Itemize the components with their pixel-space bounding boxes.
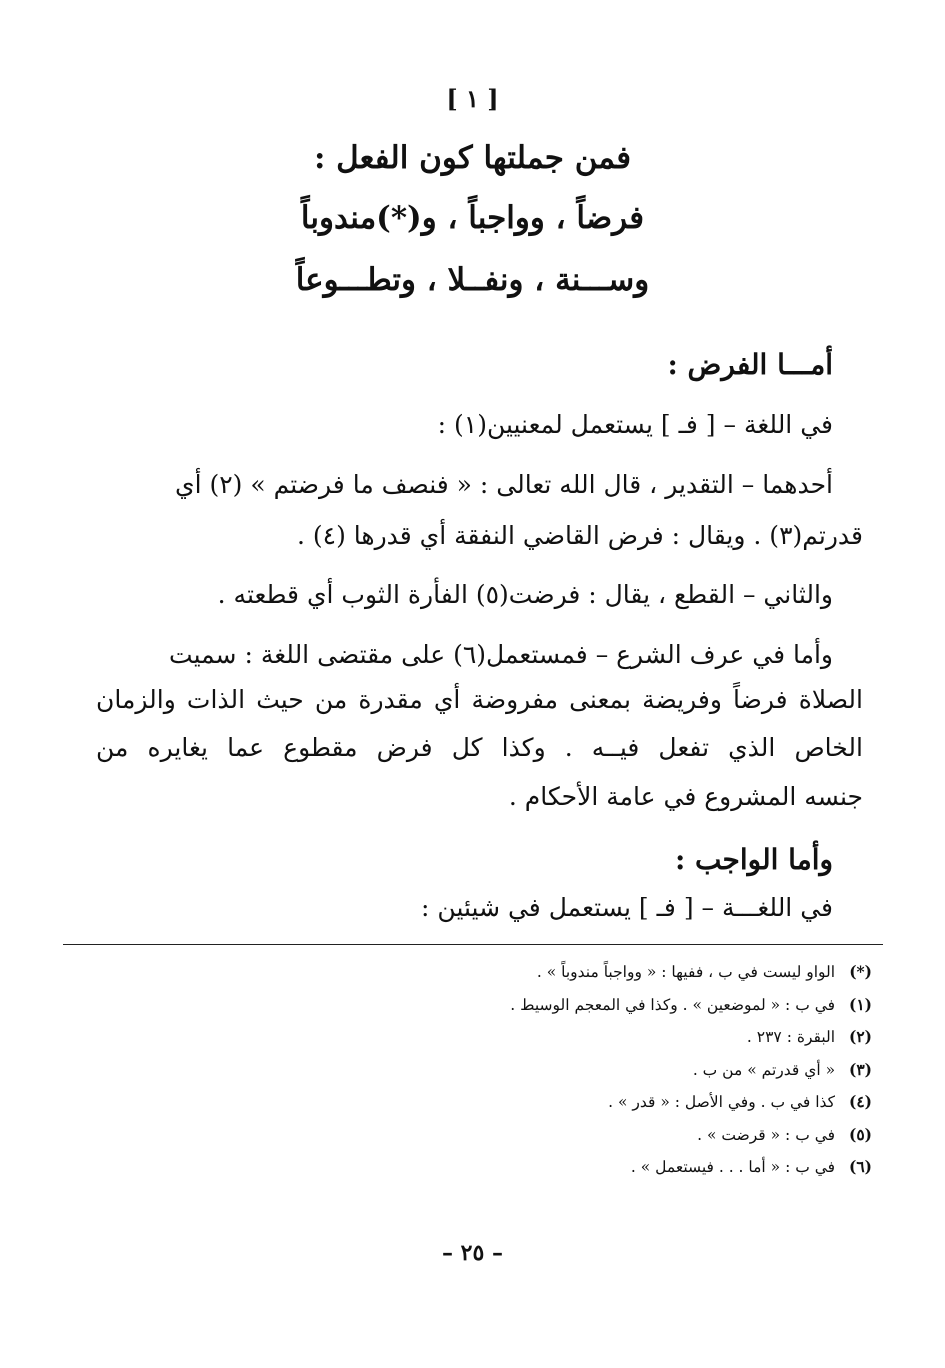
- footnote-text: الواو ليست في ب ، ففيها : « وواجباً مندوباً » .: [536, 963, 836, 981]
- footnote-marker: (١): [848, 994, 872, 1014]
- footnote-marker: (*): [849, 962, 872, 981]
- footnote-text: كذا في ب . وفي الأصل : « قدر » .: [608, 1093, 836, 1111]
- footnote-marker: (٢): [848, 1027, 872, 1046]
- body-line-9: في اللغـــة – [ فـ ] يستعمل في شيئين :: [421, 893, 833, 922]
- footnote-text: في ب : « قرضت » .: [697, 1125, 836, 1144]
- body-line-1: في اللغة – [ فـ ] يستعمل لمعنيين(١) :: [437, 410, 833, 439]
- heading-line-3: وســـنة ، ونفــلا ، وتطـــوعاً: [295, 262, 650, 298]
- body-line-6: الصلاة فرضاً وفريضة بمعنى مفروضة أي مقدرة من حيث الذات والزمان: [96, 685, 863, 714]
- subheading-fard: أمـــا الفرض :: [667, 348, 833, 381]
- footnote-marker: (٦): [848, 1157, 872, 1176]
- body-line-4: والثاني – القطع ، يقال : فرضت(٥) الفأرة الثوب أي قطعته .: [217, 580, 833, 609]
- body-line-5: وأما في عرف الشرع – فمستعمل(٦) على مقتضى اللغة : سميت: [169, 640, 833, 669]
- footnote-text: البقرة : ٢٣٧ .: [746, 1028, 836, 1046]
- footnote: [92, 956, 872, 989]
- section-number: [ ١ ]: [446, 84, 499, 113]
- body-line-8: جنسه المشروع في عامة الأحكام .: [508, 782, 863, 811]
- footnote: [92, 1054, 872, 1087]
- body-line-3: قدرتم(٣) . ويقال : فرض القاضي النفقة أي قدرها (٤) .: [296, 521, 863, 550]
- footnote-divider: [63, 944, 883, 945]
- heading-line-2: فرضاً ، وواجباً ، و(*)مندوباً: [300, 200, 645, 236]
- footnotes: [92, 956, 872, 1184]
- subheading-wajib: وأما الواجب :: [674, 843, 833, 876]
- footnote-text: « أي قدرتم » من ب .: [692, 1060, 836, 1079]
- footnote-text: في ب : « أما . . . فيستعمل » .: [630, 1158, 836, 1176]
- footnote: [92, 1151, 872, 1184]
- body-line-2: أحدهما – التقدير ، قال الله تعالى : « فنصف ما فرضتم » (٢) أي: [175, 470, 833, 499]
- footnote: [92, 1119, 872, 1152]
- body-line-7: الخاص الذي تفعل فيــه . وكذا كل فرض مقطوع عما يغايره من: [96, 733, 863, 762]
- footnote-marker: (٣): [848, 1059, 872, 1079]
- footnote-marker: (٤): [848, 1092, 872, 1111]
- page-number: – ٢٥ –: [442, 1240, 503, 1266]
- footnote-marker: (٥): [848, 1124, 872, 1144]
- footnote-text: في ب : « لموضعين » . وكذا في المعجم الوسيط .: [510, 995, 836, 1014]
- heading-line-1: فمن جملتها كون الفعل :: [313, 140, 632, 176]
- footnote: [92, 1086, 872, 1119]
- footnote: [92, 1021, 872, 1054]
- footnote: [92, 989, 872, 1022]
